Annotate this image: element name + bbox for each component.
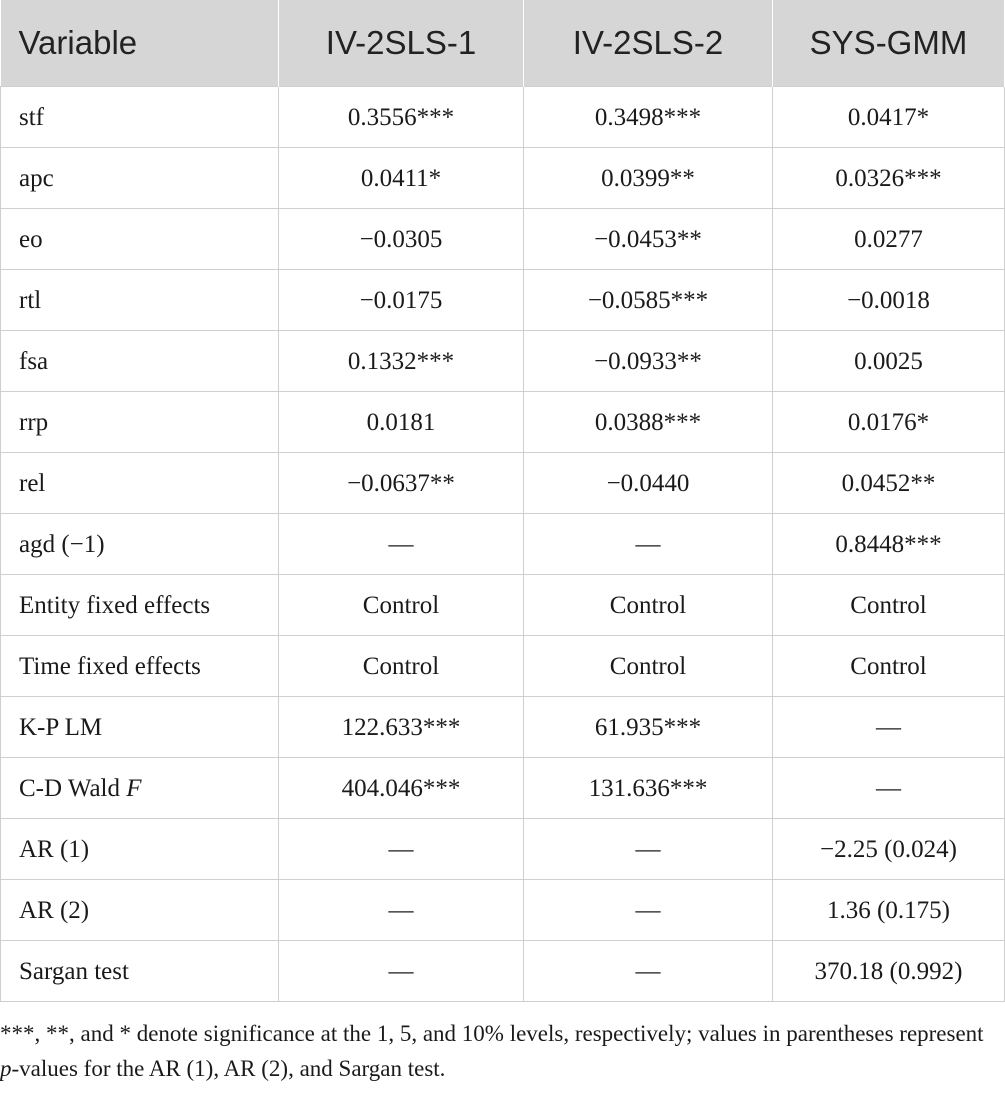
cell-sys-gmm: Control: [773, 575, 1005, 636]
cell-iv-2sls-1: —: [279, 819, 524, 880]
cell-iv-2sls-2: —: [524, 819, 773, 880]
header-iv-2sls-1: IV-2SLS-1: [279, 0, 524, 87]
table-row: [1, 148, 1005, 209]
cell-iv-2sls-1: 0.1332***: [279, 331, 524, 392]
cell-sys-gmm: 370.18 (0.992): [773, 941, 1005, 1002]
header-sys-gmm: SYS-GMM: [773, 0, 1005, 87]
table-row: [1, 819, 1005, 880]
table-row: [1, 87, 1005, 148]
row-label: K-P LM: [1, 697, 279, 758]
row-label: eo: [1, 209, 279, 270]
row-label: AR (1): [1, 819, 279, 880]
row-label: rel: [1, 453, 279, 514]
row-label: agd (−1): [1, 514, 279, 575]
cell-sys-gmm: −0.0018: [773, 270, 1005, 331]
cell-sys-gmm: −2.25 (0.024): [773, 819, 1005, 880]
table-row: [1, 758, 1005, 819]
cell-sys-gmm: 0.0176*: [773, 392, 1005, 453]
header-variable: Variable: [1, 0, 279, 87]
cell-sys-gmm: 0.0417*: [773, 87, 1005, 148]
cell-sys-gmm: —: [773, 697, 1005, 758]
row-label: AR (2): [1, 880, 279, 941]
header-iv-2sls-2: IV-2SLS-2: [524, 0, 773, 87]
cell-iv-2sls-1: Control: [279, 575, 524, 636]
cell-iv-2sls-1: —: [279, 514, 524, 575]
cell-sys-gmm: Control: [773, 636, 1005, 697]
row-label: rtl: [1, 270, 279, 331]
row-label: apc: [1, 148, 279, 209]
cell-iv-2sls-2: Control: [524, 575, 773, 636]
footnote-italic-p: p: [0, 1056, 12, 1081]
table-row: [1, 209, 1005, 270]
table-row: [1, 514, 1005, 575]
row-label-main: C-D Wald: [19, 774, 127, 802]
cell-iv-2sls-2: −0.0933**: [524, 331, 773, 392]
table-row: [1, 453, 1005, 514]
cell-sys-gmm: 0.0326***: [773, 148, 1005, 209]
table-row: [1, 880, 1005, 941]
cell-iv-2sls-2: −0.0453**: [524, 209, 773, 270]
cell-sys-gmm: 0.0277: [773, 209, 1005, 270]
cell-sys-gmm: —: [773, 758, 1005, 819]
row-label: fsa: [1, 331, 279, 392]
table-row: [1, 636, 1005, 697]
table-row: [1, 331, 1005, 392]
cell-iv-2sls-2: Control: [524, 636, 773, 697]
cell-iv-2sls-2: −0.0585***: [524, 270, 773, 331]
cell-sys-gmm: 0.0025: [773, 331, 1005, 392]
cell-sys-gmm: 0.8448***: [773, 514, 1005, 575]
row-label: Time fixed effects: [1, 636, 279, 697]
cell-iv-2sls-2: —: [524, 880, 773, 941]
cell-iv-2sls-1: —: [279, 880, 524, 941]
footnote-text-part2: -values for the AR (1), AR (2), and Sargan test.: [11, 1056, 446, 1081]
row-label: Sargan test: [1, 941, 279, 1002]
cell-iv-2sls-1: 122.633***: [279, 697, 524, 758]
cell-iv-2sls-2: —: [524, 514, 773, 575]
row-label: Entity fixed effects: [1, 575, 279, 636]
cell-iv-2sls-1: Control: [279, 636, 524, 697]
cell-iv-2sls-2: —: [524, 941, 773, 1002]
cell-iv-2sls-2: 0.0399**: [524, 148, 773, 209]
row-label: rrp: [1, 392, 279, 453]
cell-iv-2sls-1: 0.0411*: [279, 148, 524, 209]
table-row: [1, 941, 1005, 1002]
table-row: [1, 392, 1005, 453]
table-header-row: [1, 0, 1005, 87]
table-footnote: [0, 1016, 1000, 1086]
cell-iv-2sls-1: 0.0181: [279, 392, 524, 453]
cell-iv-2sls-2: 0.0388***: [524, 392, 773, 453]
cell-iv-2sls-2: 61.935***: [524, 697, 773, 758]
cell-iv-2sls-2: 131.636***: [524, 758, 773, 819]
cell-iv-2sls-1: −0.0305: [279, 209, 524, 270]
cell-sys-gmm: 1.36 (0.175): [773, 880, 1005, 941]
footnote-text-part1: ***, **, and * denote significance at the 1, 5, and 10% levels, respectively; values in parentheses represent: [0, 1021, 984, 1046]
cell-iv-2sls-1: 404.046***: [279, 758, 524, 819]
cell-iv-2sls-2: 0.3498***: [524, 87, 773, 148]
cell-iv-2sls-1: −0.0637**: [279, 453, 524, 514]
table-row: [1, 575, 1005, 636]
cell-iv-2sls-2: −0.0440: [524, 453, 773, 514]
cell-sys-gmm: 0.0452**: [773, 453, 1005, 514]
row-label: stf: [1, 87, 279, 148]
cell-iv-2sls-1: 0.3556***: [279, 87, 524, 148]
table-row: [1, 697, 1005, 758]
table-row: [1, 270, 1005, 331]
row-label-italic: F: [126, 774, 142, 802]
cell-iv-2sls-1: —: [279, 941, 524, 1002]
cell-iv-2sls-1: −0.0175: [279, 270, 524, 331]
row-label: [1, 758, 279, 819]
